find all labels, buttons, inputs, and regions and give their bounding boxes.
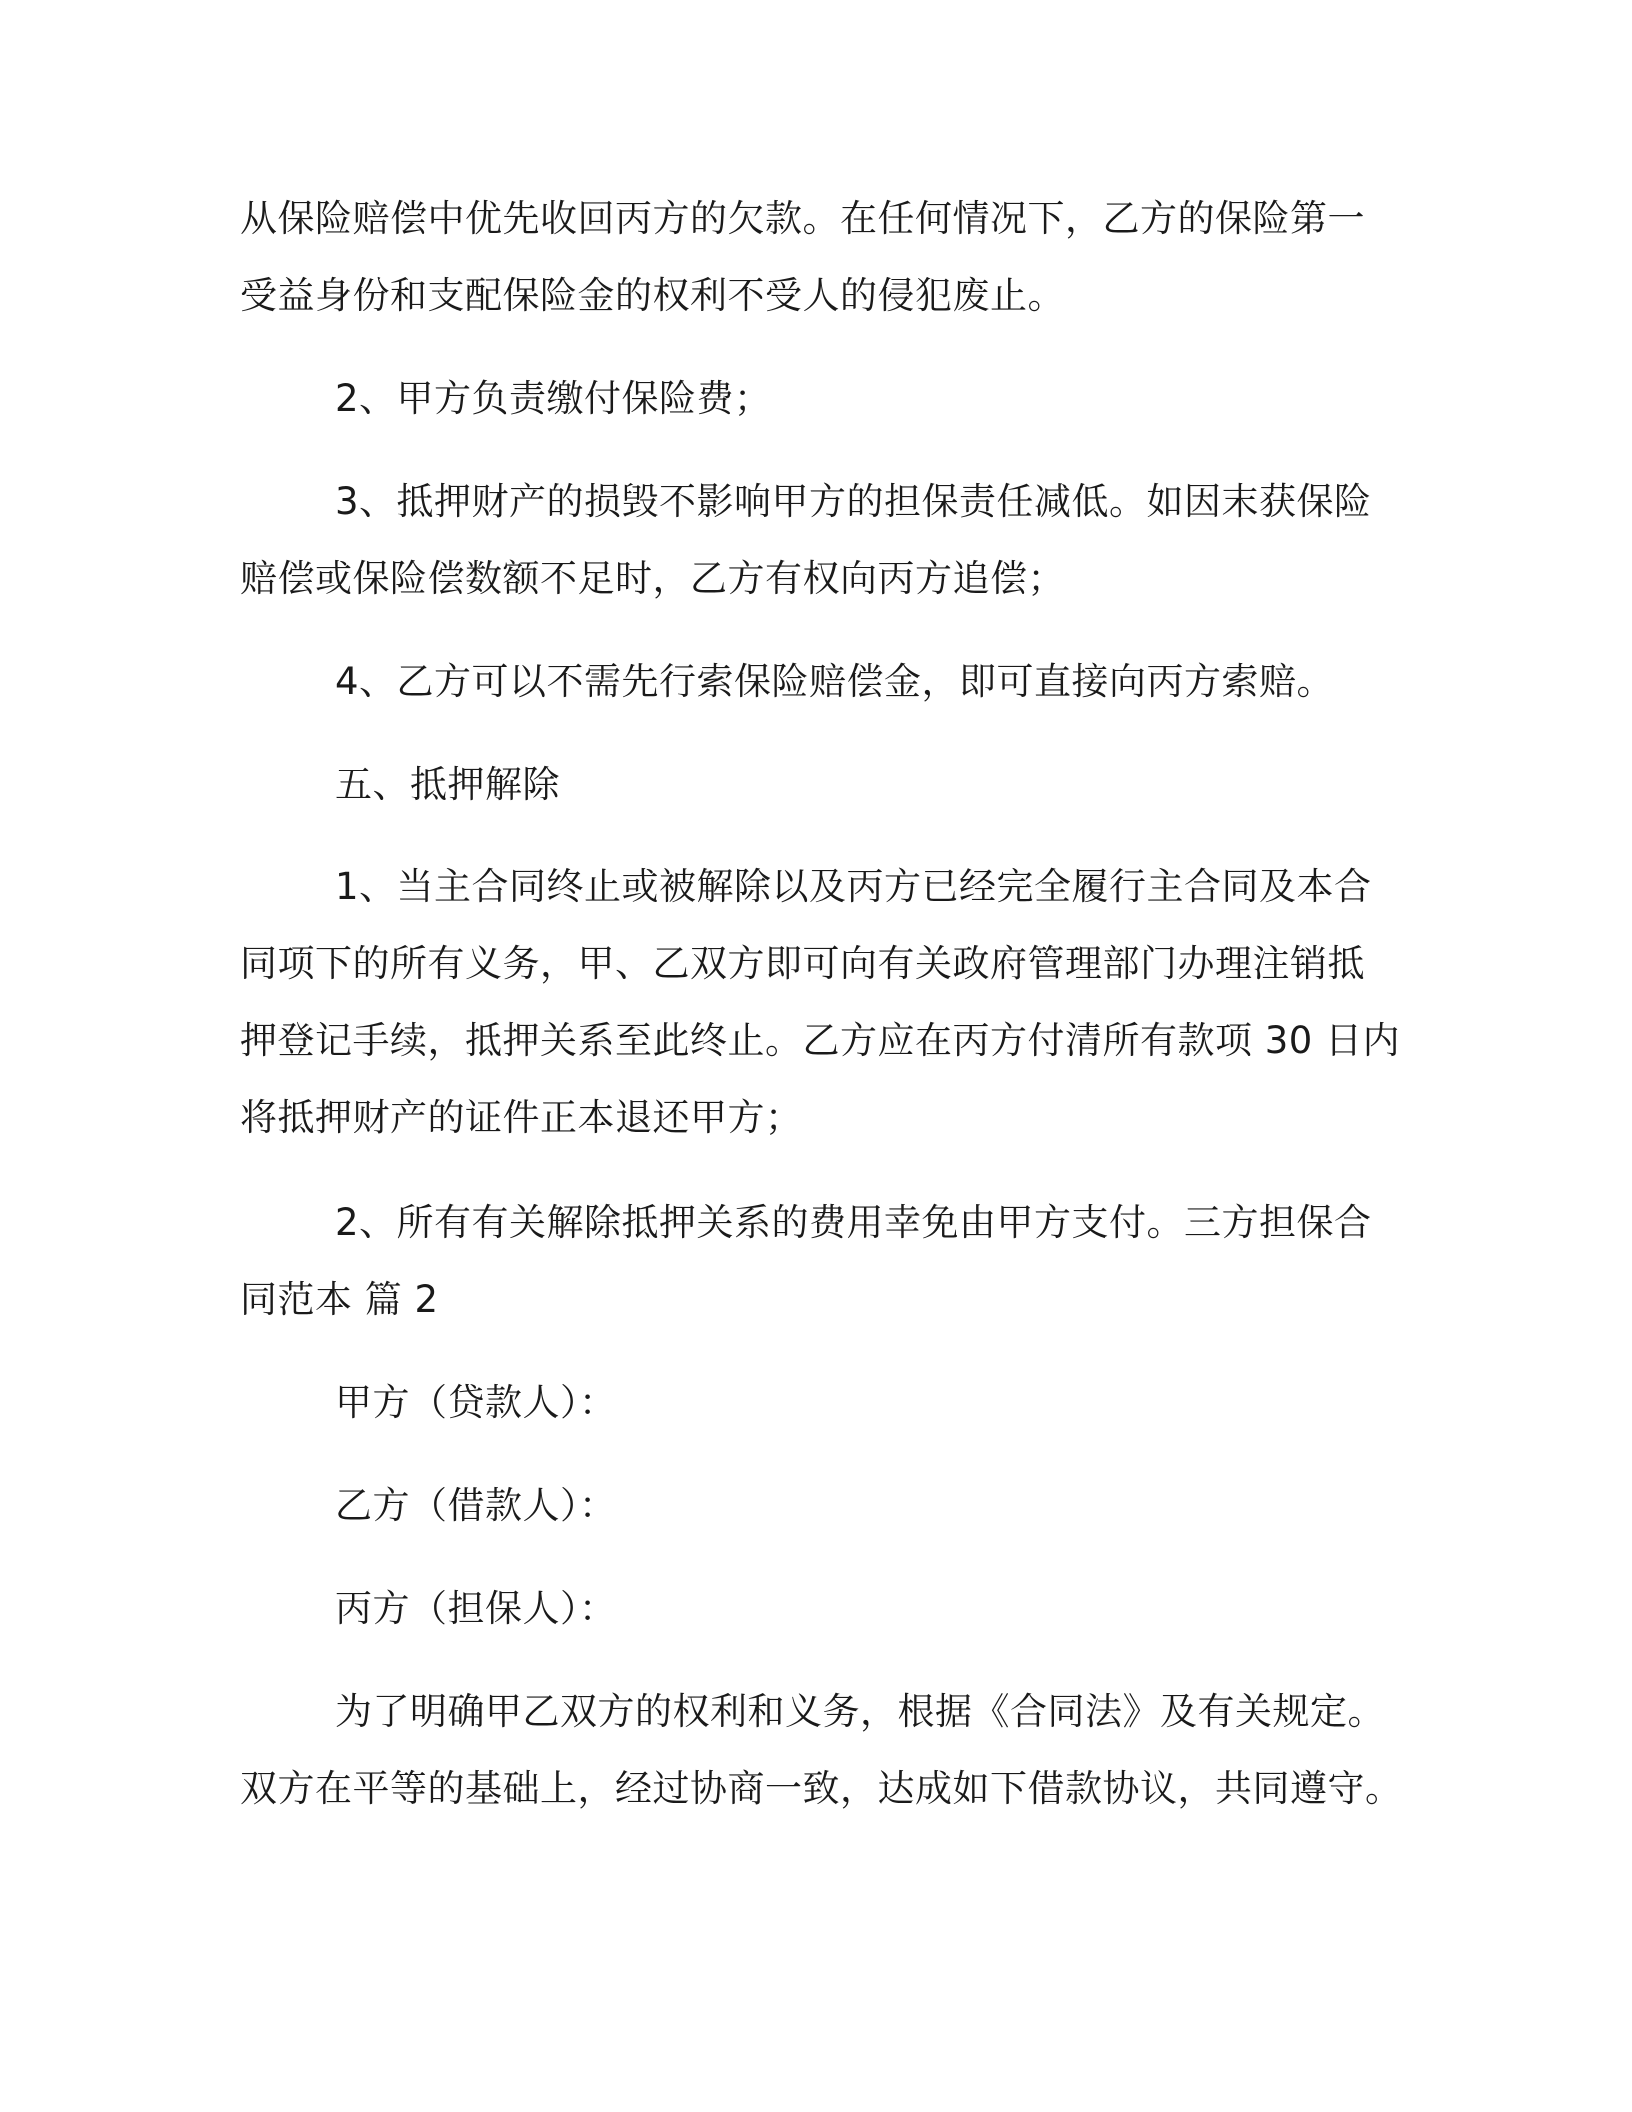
paragraph-release-item-1 [240,848,1400,1156]
section-heading-mortgage-release [240,746,1400,823]
text-line: 乙方（借款人）： [335,1484,617,1527]
text-line: 3、抵押财产的损毁不影响甲方的担保责任减低。如因末获保险 [335,480,1372,523]
text-line: 1、当主合同终止或被解除以及丙方已经完全履行主合同及本合 [335,865,1372,908]
party-c-guarantor [240,1570,1400,1647]
text-line: 双方在平等的基础上，经过协商一致，达成如下借款协议，共同遵守。 [240,1767,1403,1810]
paragraph-item-3-damage [240,463,1400,617]
text-line: 五、抵押解除 [335,763,560,806]
paragraph-agreement-purpose [240,1673,1403,1827]
text-line: 2、甲方负责缴付保险费； [335,377,772,420]
text-line: 押登记手续，抵押关系至此终止。乙方应在丙方付清所有款项 30 日内 [240,1019,1401,1062]
paragraph-release-item-2 [240,1184,1400,1338]
paragraph-item-2-premium [240,360,1400,437]
text-line: 赔偿或保险偿数额不足时，乙方有权向丙方追偿； [240,557,1065,600]
text-line: 从保险赔偿中优先收回丙方的欠款。在任何情况下，乙方的保险第一 [240,197,1365,240]
text-line: 4、乙方可以不需先行索保险赔偿金，即可直接向丙方索赔。 [335,660,1335,703]
text-line: 受益身份和支配保险金的权利不受人的侵犯废止。 [240,274,1065,317]
text-line: 同项下的所有义务，甲、乙双方即可向有关政府管理部门办理注销抵 [240,942,1365,985]
text-line: 甲方（贷款人）： [335,1381,617,1424]
text-line: 2、所有有关解除抵押关系的费用幸免由甲方支付。三方担保合 [335,1201,1372,1244]
paragraph-item-4-claim [240,643,1400,720]
text-line: 为了明确甲乙双方的权利和义务，根据《合同法》及有关规定。 [335,1690,1385,1733]
text-line: 丙方（担保人）： [335,1587,617,1630]
paragraph-insurance-priority [240,180,1400,334]
text-line: 将抵押财产的证件正本退还甲方； [240,1096,803,1139]
text-line: 同范本 篇 2 [240,1278,439,1321]
party-b-borrower [240,1467,1400,1544]
party-a-lender [240,1364,1400,1441]
